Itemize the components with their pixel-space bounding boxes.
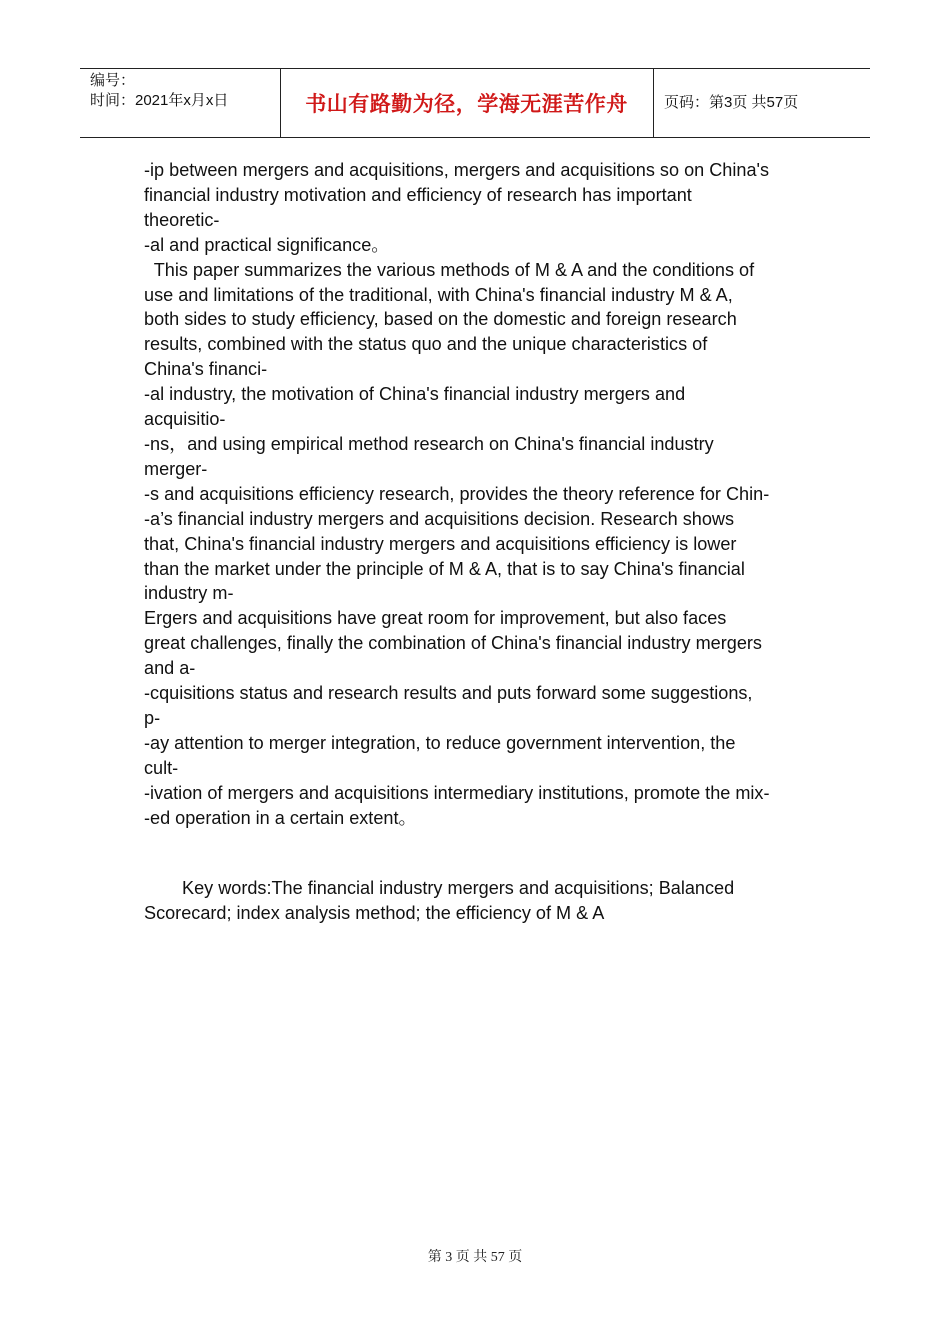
text-line: use and limitations of the traditional, with China's financial industry M & A, (144, 284, 733, 305)
text-line: -ay attention to merger integration, to reduce government intervention, the (144, 732, 736, 753)
time-label: 时间：2021年x月x日 (90, 92, 229, 109)
text-line: results, combined with the status quo and the unique characteristics of (144, 334, 708, 355)
text-line: merger- (144, 458, 208, 479)
text-line: theoretic- (144, 209, 220, 230)
text-line: -cquisitions status and research results and puts forward some suggestions, (144, 683, 753, 704)
keywords-line-2: Scorecard; index analysis method; the efficiency of M & A (144, 902, 605, 923)
text-line: -a’s financial industry mergers and acquisitions decision. Research shows (144, 508, 735, 529)
abstract-body (144, 158, 824, 830)
page-info: 页码：第3页 共57页 (664, 94, 799, 111)
serial-label: 编号： (90, 72, 136, 89)
text-line: -s and acquisitions efficiency research, provides the theory reference for Chin- (144, 483, 770, 504)
page-footer: 第 3 页 共 57 页 (427, 1250, 523, 1265)
keywords-block (144, 876, 824, 926)
text-line: -ns，and using empirical method research on China's financial industry (144, 433, 714, 454)
text-line: -al industry, the motivation of China's financial industry mergers and (144, 384, 686, 405)
text-line: p- (144, 707, 161, 728)
text-line: acquisitio- (144, 409, 226, 430)
header-meta-cell (80, 69, 281, 137)
text-line: China's financi- (144, 359, 268, 380)
text-line: industry m- (144, 583, 234, 604)
text-line: both sides to study efficiency, based on the domestic and foreign research (144, 309, 737, 330)
text-line: -ivation of mergers and acquisitions intermediary institutions, promote the mix- (144, 782, 770, 803)
header-motto-cell (280, 69, 654, 137)
text-line: -ed operation in a certain extent。 (144, 807, 417, 828)
text-line: than the market under the principle of M & A, that is to say China's financial (144, 558, 745, 579)
text-line: cult- (144, 757, 179, 778)
text-line: great challenges, finally the combination of China's financial industry mergers (144, 633, 762, 654)
text-line: -ip between mergers and acquisitions, mergers and acquisitions so on China's (144, 160, 770, 180)
keywords-line-1: Key words:The financial industry mergers and acquisitions; Balanced (182, 878, 735, 898)
text-line: and a- (144, 658, 196, 679)
text-line: This paper summarizes the various methods of M & A and the conditions of (144, 259, 755, 280)
text-line: Ergers and acquisitions have great room for improvement, but also faces (144, 608, 727, 629)
text-line: that, China's financial industry mergers and acquisitions efficiency is lower (144, 533, 737, 554)
motto-text: 书山有路勤为径，学海无涯苦作舟 (305, 92, 628, 116)
text-line: financial industry motivation and efficiency of research has important (144, 184, 692, 205)
header-page-cell (654, 69, 870, 137)
text-line: -al and practical significance。 (144, 234, 390, 255)
page-header (80, 68, 870, 138)
